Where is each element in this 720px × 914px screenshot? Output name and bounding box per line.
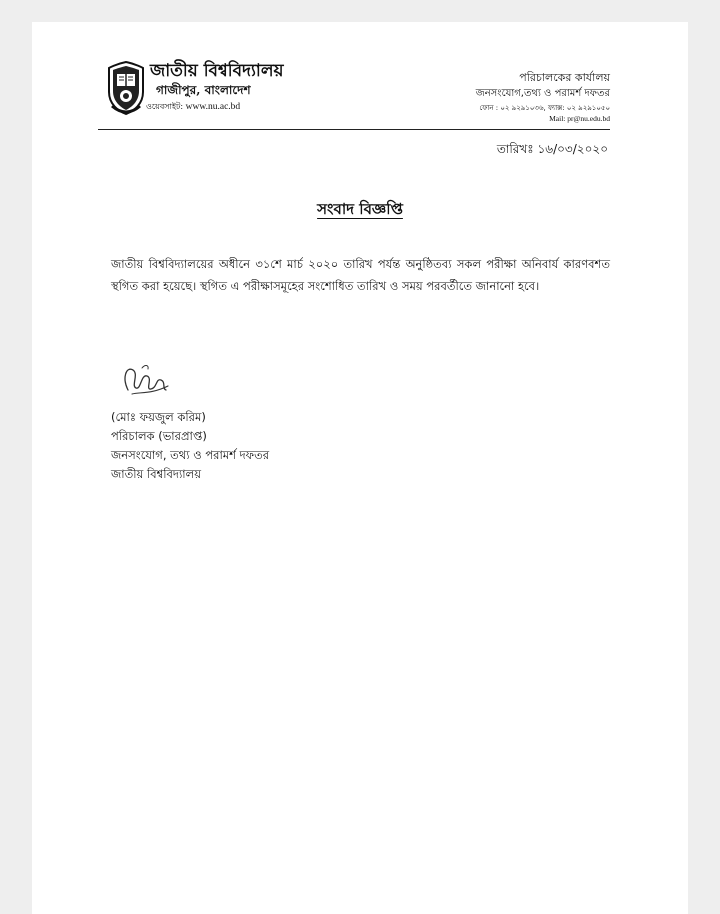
signatory-name: (মোঃ ফয়জুল করিম) [111, 410, 206, 424]
university-logo-icon [106, 60, 146, 116]
office-phone-fax: ফোন : ০২ ৯২৯১০৩৬, ফ্যাক্স: ০২ ৯২৯১০৫০ [479, 104, 610, 112]
signature-icon [118, 356, 174, 402]
office-block [476, 70, 610, 123]
office-department: জনসংযোগ,তথ্য ও পরামর্শ দফতর [475, 88, 610, 99]
document-date: তারিখঃ ১৬/০৩/২০২০ [496, 142, 608, 156]
signatory-institution: জাতীয় বিশ্ববিদ্যালয় [111, 467, 201, 481]
university-location: গাজীপুর, বাংলাদেশ [156, 83, 251, 97]
office-title: পরিচালকের কার্যালয় [519, 71, 610, 84]
notice-title [32, 198, 688, 223]
signatory-block [111, 408, 269, 484]
university-name: জাতীয় বিশ্ববিদ্যালয় [150, 61, 284, 81]
university-website [146, 101, 240, 114]
website-url: www.nu.ac.bd [185, 102, 241, 112]
signatory-designation: পরিচালক (ভারপ্রাপ্ত) [111, 429, 207, 443]
office-mail: Mail: pr@nu.edu.bd [549, 114, 610, 123]
notice-body: জাতীয় বিশ্ববিদ্যালয়ের অধীনে ৩১শে মার্চ ২০২০ তারিখ পর্যন্ত অনুষ্ঠিতব্য সকল পরীক্ষা অনিবার্য কারণবশত স্থগিত করা হয়েছে। স্থগিত এ পরীক্ষাসমূহের সংশোধিত তারিখ ও সময় পরবর্তীতে জানানো হবে। [111, 257, 610, 293]
notice-title-text: সংবাদ বিজ্ঞপ্তি [317, 200, 403, 218]
signatory-department: জনসংযোগ, তথ্য ও পরামর্শ দফতর [111, 448, 270, 462]
header-divider [98, 129, 610, 130]
website-label: ওয়েবসাইট: [146, 102, 184, 111]
document-page [32, 22, 688, 914]
